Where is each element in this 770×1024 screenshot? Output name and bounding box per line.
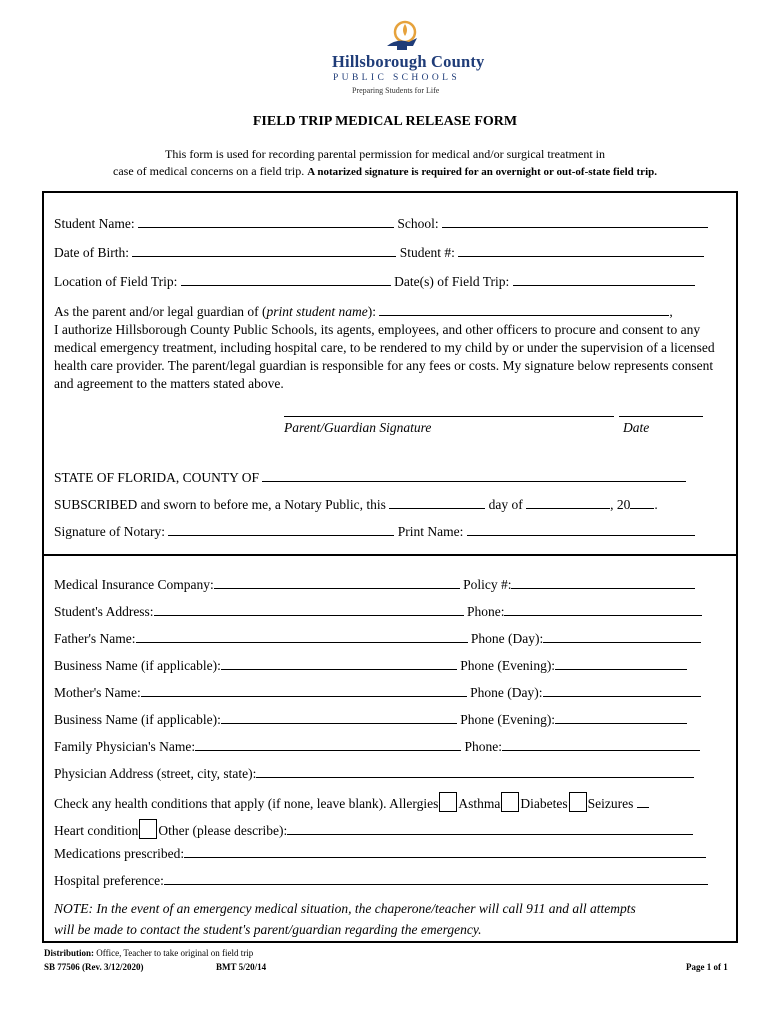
asthma-checkbox[interactable] <box>501 792 519 812</box>
student-number-label: Student #: <box>399 245 455 260</box>
form-title: FIELD TRIP MEDICAL RELEASE FORM <box>252 114 518 129</box>
notary-signature-label: Signature of Notary: <box>54 524 165 539</box>
physician-row <box>54 739 700 755</box>
location-field[interactable] <box>181 274 391 286</box>
father-phone-day-label: Phone (Day): <box>470 631 544 646</box>
school-label: School: <box>397 216 439 231</box>
medications-field[interactable] <box>184 846 706 858</box>
mother-business-row <box>54 712 687 728</box>
student-name-field[interactable] <box>138 216 394 228</box>
guardian-of-row: As the parent and/or legal guardian of (print student name): , <box>54 304 673 319</box>
dates-label: Date(s) of Field Trip: <box>394 274 510 289</box>
physician-phone-field[interactable] <box>502 739 700 751</box>
hospital-row <box>54 873 708 889</box>
intro-bold: A notarized signature is required for an overnight or out-of-state field trip. <box>307 166 657 178</box>
year-field[interactable] <box>630 497 654 509</box>
mother-business-field[interactable] <box>221 712 457 724</box>
guardian-signature-line[interactable] <box>284 416 614 417</box>
physician-field[interactable] <box>195 739 461 751</box>
diabetes-label: Diabetes <box>520 796 568 811</box>
state-row <box>54 470 686 486</box>
bmt-code: BMT 5/20/14 <box>216 962 267 972</box>
address-row <box>54 604 702 620</box>
father-phone-day-field[interactable] <box>543 631 701 643</box>
mother-business-label: Business Name (if applicable): <box>54 712 221 727</box>
subscribed-row: SUBSCRIBED and sworn to before me, a Notary Public, this day of , 20 . <box>54 497 658 512</box>
medications-row <box>54 846 706 862</box>
conditions-label: Check any health conditions that apply (if none, leave blank). Allergies <box>54 796 439 811</box>
note-line-2: will be made to contact the student's parent/guardian regarding the emergency. <box>54 922 482 937</box>
print-name-label: Print Name: <box>397 524 464 539</box>
address-label: Student's Address: <box>54 604 154 619</box>
intro-line-1: This form is used for recording parental permission for medical and/or surgical treatment in <box>165 147 605 161</box>
father-row <box>54 631 701 647</box>
conditions-row <box>54 792 649 812</box>
print-name-field[interactable] <box>467 524 695 536</box>
physician-address-label: Physician Address (street, city, state): <box>54 766 257 781</box>
father-business-field[interactable] <box>221 658 457 670</box>
school-field[interactable] <box>442 216 708 228</box>
emergency-note <box>54 898 734 940</box>
day-of-label: day of <box>488 497 523 512</box>
mother-phone-evening-field[interactable] <box>555 712 687 724</box>
notary-row <box>54 524 695 540</box>
asthma-label: Asthma <box>458 796 501 811</box>
mother-phone-day-field[interactable] <box>543 685 701 697</box>
intro-line-2 <box>0 164 770 179</box>
allergies-checkbox[interactable] <box>439 792 457 812</box>
hospital-field[interactable] <box>164 873 708 885</box>
physician-address-field[interactable] <box>256 766 694 778</box>
address-field[interactable] <box>154 604 464 616</box>
father-field[interactable] <box>136 631 468 643</box>
org-tagline: Preparing Students for Life <box>352 86 440 95</box>
heart-label: Heart condition <box>54 823 139 838</box>
medications-label: Medications prescribed: <box>54 846 185 861</box>
insurance-label: Medical Insurance Company: <box>54 577 214 592</box>
father-business-label: Business Name (if applicable): <box>54 658 221 673</box>
insurance-row <box>54 577 695 593</box>
seizures-checkbox[interactable] <box>637 796 649 808</box>
notary-signature-field[interactable] <box>168 524 394 536</box>
seizures-label: Seizures <box>587 796 634 811</box>
insurance-field[interactable] <box>214 577 460 589</box>
diabetes-checkbox[interactable] <box>569 792 587 812</box>
month-field[interactable] <box>526 497 610 509</box>
guardian-prefix: As the parent and/or legal guardian of ( <box>54 304 267 319</box>
heart-checkbox[interactable] <box>139 819 157 839</box>
mother-row <box>54 685 701 701</box>
phone-label: Phone: <box>466 604 505 619</box>
location-row <box>54 274 695 290</box>
org-subtitle: PUBLIC SCHOOLS <box>333 73 461 83</box>
dob-label: Date of Birth: <box>54 245 129 260</box>
mother-field[interactable] <box>141 685 467 697</box>
note-line-1: NOTE: In the event of an emergency medical situation, the chaperone/teacher will call 911 and all attempts <box>54 901 636 916</box>
date-label: Date <box>623 420 650 435</box>
county-field[interactable] <box>262 470 686 482</box>
location-label: Location of Field Trip: <box>54 274 178 289</box>
subscribed-label: SUBSCRIBED and sworn to before me, a Notary Public, this <box>54 497 386 512</box>
guardian-signature-label: Parent/Guardian Signature <box>284 420 432 435</box>
year-prefix: , 20 <box>610 497 631 512</box>
father-business-row <box>54 658 687 674</box>
student-name-row <box>54 216 708 232</box>
mother-label: Mother's Name: <box>54 685 141 700</box>
heart-row <box>54 819 693 839</box>
phone-field[interactable] <box>504 604 702 616</box>
page-number: Page 1 of 1 <box>686 962 728 972</box>
guardian-suffix: ): <box>367 304 377 319</box>
other-field[interactable] <box>287 823 693 835</box>
father-phone-evening-field[interactable] <box>555 658 687 670</box>
student-name-label: Student Name: <box>54 216 135 231</box>
intro-plain: case of medical concerns on a field trip. <box>113 164 305 178</box>
distribution-text: Office, Teacher to take original on field trip <box>96 948 254 958</box>
policy-field[interactable] <box>511 577 695 589</box>
dob-row <box>54 245 704 261</box>
policy-label: Policy #: <box>463 577 512 592</box>
org-name: Hillsborough County <box>332 52 485 71</box>
state-label: STATE OF FLORIDA, COUNTY OF <box>54 470 260 485</box>
student-number-field[interactable] <box>458 245 704 257</box>
other-label: Other (please describe): <box>158 823 288 838</box>
signature-date-line[interactable] <box>619 416 703 417</box>
physician-label: Family Physician's Name: <box>54 739 196 754</box>
distribution <box>44 948 253 958</box>
consent-paragraph: I authorize Hillsborough County Public Schools, its agents, employees, and other officers to procure and consent to any medical emergency treatment, including hospital care, to be rendered to my child by or under the supervision of a licensed health care provider. The parent/legal guardian is responsible for any fees or costs. My signature below represents consent and agreement to the matters stated above. <box>54 322 715 391</box>
day-field[interactable] <box>389 497 485 509</box>
distribution-label: Distribution: <box>44 948 95 958</box>
physician-address-row <box>54 766 694 782</box>
physician-phone-label: Phone: <box>464 739 503 754</box>
guardian-italic: print student name <box>266 304 368 319</box>
father-phone-evening-label: Phone (Evening): <box>460 658 556 673</box>
mother-phone-day-label: Phone (Day): <box>470 685 543 700</box>
father-label: Father's Name: <box>54 631 136 646</box>
dob-field[interactable] <box>132 245 396 257</box>
dates-field[interactable] <box>513 274 695 286</box>
print-student-name-field[interactable] <box>379 304 669 316</box>
hospital-label: Hospital preference: <box>54 873 164 888</box>
form-number: SB 77506 (Rev. 3/12/2020) <box>44 962 144 972</box>
mother-phone-evening-label: Phone (Evening): <box>460 712 556 727</box>
